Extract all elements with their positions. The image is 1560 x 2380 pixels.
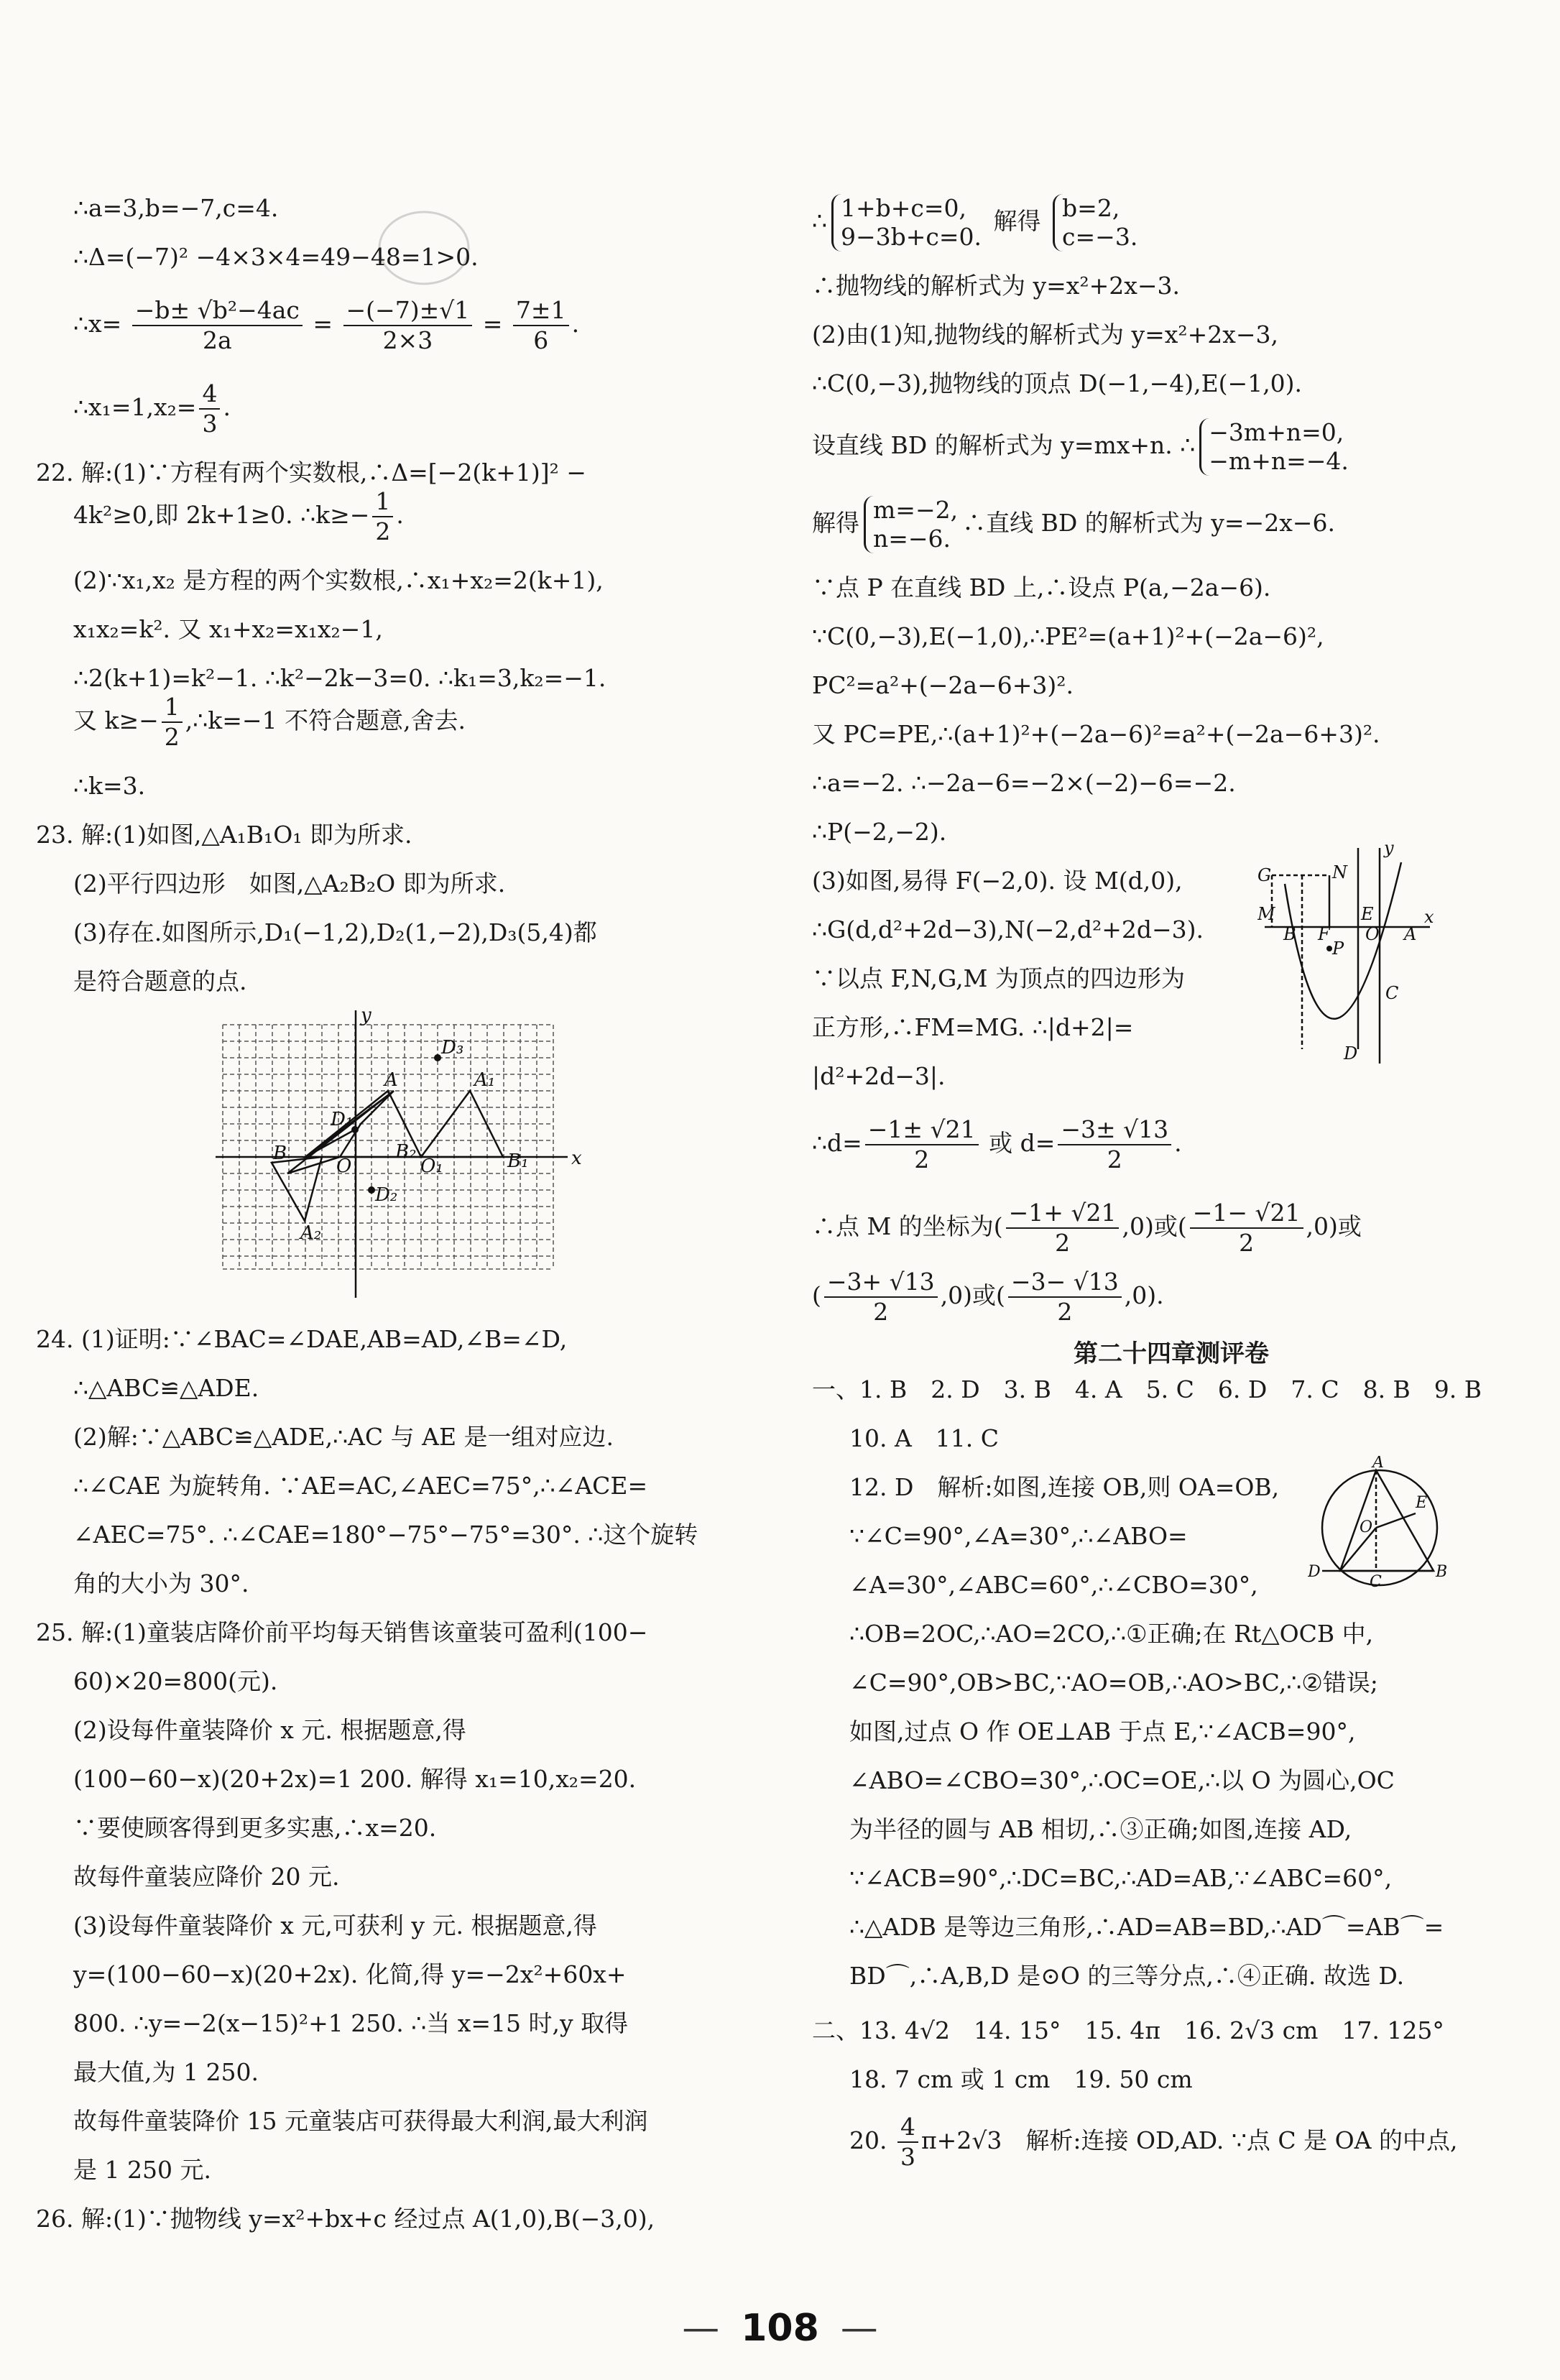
line: 22. 解:(1)∵方程有两个实数根,∴Δ=[−2(k+1)]² −: [36, 458, 586, 486]
line: (2)∵x₁,x₂ 是方程的两个实数根,∴x₁+x₂=2(k+1),: [73, 566, 604, 594]
line: ∴a=−2. ∴−2a−6=−2×(−2)−6=−2.: [812, 769, 1236, 797]
line: 二、13. 4√2 14. 15° 15. 4π 16. 2√3 cm 17. 125°: [812, 2016, 1444, 2044]
line: ∠AEC=75°. ∴∠CAE=180°−75°−75°=30°. ∴这个旋转: [73, 1521, 698, 1549]
line: ∴x₁=1,x₂= $\frac{4}{3}$ .: [73, 379, 231, 438]
svg-text:y: y: [361, 1010, 371, 1026]
line: ∵点 P 在直线 BD 上,∴设点 P(a,−2a−6).: [812, 573, 1271, 601]
svg-text:O: O: [336, 1156, 352, 1177]
line: 10. A 11. C: [849, 1424, 1000, 1452]
line: (2)由(1)知,抛物线的解析式为 y=x²+2x−3,: [812, 320, 1278, 349]
line: 正方形,∴FM=MG. ∴|d+2|=: [812, 1013, 1134, 1041]
parabola-figure: [1257, 841, 1437, 1071]
line: ∴C(0,−3),抛物线的顶点 D(−1,−4),E(−1,0).: [812, 369, 1303, 397]
left-column: [36, 194, 754, 2233]
numerator: −(−7)±√1: [343, 296, 473, 326]
line: ∴∠CAE 为旋转角. ∵AE=AC,∠AEC=75°,∴∠ACE=: [73, 1472, 648, 1500]
line: 18. 7 cm 或 1 cm 19. 50 cm: [849, 2065, 1193, 2093]
svg-text:E: E: [1361, 904, 1374, 924]
svg-text:D: D: [1308, 1563, 1321, 1581]
line: 24. (1)证明:∵∠BAC=∠DAE,AB=AD,∠B=∠D,: [36, 1325, 568, 1353]
svg-text:y: y: [1384, 841, 1394, 858]
line: ∴OB=2OC,∴AO=2CO,∴①正确;在 Rt△OCB 中,: [849, 1620, 1374, 1648]
svg-text:O: O: [1360, 1518, 1373, 1536]
svg-text:N: N: [1332, 862, 1347, 882]
line: ∴△ABC≌△ADE.: [73, 1374, 259, 1402]
line: ∴点 M 的坐标为( $\frac{-1+ √21}{2}$ ,0)或( $\frac{-1- √21}{2}$ ,0)或: [812, 1199, 1362, 1257]
numerator: 7±1: [513, 296, 569, 326]
line: ∵C(0,−3),E(−1,0),∴PE²=(a+1)²+(−2a−6)²,: [812, 622, 1324, 650]
line: 解得 m=−2, n=−6. ∴直线 BD 的解析式为 y=−2x−6.: [812, 496, 1335, 553]
line: (3)如图,易得 F(−2,0). 设 M(d,0),: [812, 867, 1183, 895]
line: 故每件童装降价 15 元童装店可获得最大利润,最大利润: [73, 2107, 648, 2135]
line: ∠A=30°,∠ABC=60°,∴∠CBO=30°,: [849, 1571, 1258, 1599]
line: 如图,过点 O 作 OE⊥AB 于点 E,∵∠ACB=90°,: [849, 1717, 1356, 1745]
svg-text:A₂: A₂: [300, 1222, 322, 1244]
line: 是 1 250 元.: [73, 2156, 211, 2184]
line: 是符合题意的点.: [73, 967, 247, 995]
svg-text:D₂: D₂: [375, 1184, 398, 1206]
svg-text:x: x: [571, 1148, 582, 1169]
line: ∴抛物线的解析式为 y=x²+2x−3.: [812, 272, 1181, 300]
line: ∵以点 F,N,G,M 为顶点的四边形为: [812, 964, 1185, 992]
line: ∴ 1+b+c=0, 9−3b+c=0. 解得 b=2, c=−3.: [812, 194, 1138, 251]
line: ∠ABO=∠CBO=30°,∴OC=OE,∴以 O 为圆心,OC: [849, 1766, 1395, 1794]
line: 为半径的圆与 AB 相切,∴③正确;如图,连接 AD,: [849, 1815, 1352, 1843]
line: ( $\frac{-3+ √13}{2}$ ,0)或( $\frac{-3- √13}{2}$ ,0).: [812, 1268, 1164, 1326]
line: (100−60−x)(20+2x)=1 200. 解得 x₁=10,x₂=20.: [73, 1765, 637, 1793]
line: x₁x₂=k². 又 x₁+x₂=x₁x₂−1,: [73, 615, 383, 643]
line: 60)×20=800(元).: [73, 1667, 278, 1695]
line: 25. 解:(1)童装店降价前平均每天销售该童装可盈利(100−: [36, 1618, 648, 1646]
denominator: 6: [533, 326, 549, 354]
svg-text:P: P: [1332, 938, 1344, 959]
svg-text:A: A: [1372, 1456, 1384, 1472]
line: 12. D 解析:如图,连接 OB,则 OA=OB,: [849, 1473, 1280, 1501]
svg-text:A: A: [384, 1069, 398, 1091]
svg-text:B: B: [273, 1143, 287, 1164]
line: |d²+2d−3|.: [812, 1062, 946, 1090]
svg-text:B₁: B₁: [507, 1150, 529, 1172]
line: (2)解:∵△ABC≌△ADE,∴AC 与 AE 是一组对应边.: [73, 1423, 614, 1451]
svg-text:B: B: [1283, 924, 1296, 944]
line: 最大值,为 1 250.: [73, 2058, 259, 2086]
svg-text:A: A: [1404, 924, 1417, 944]
section-title: 第二十四章测评卷: [1074, 1339, 1269, 1368]
svg-text:A₁: A₁: [474, 1069, 496, 1091]
line: (2)设每件童装降价 x 元. 根据题意,得: [73, 1716, 466, 1744]
line: ∴d= $\frac{-1\pm √21}{2}$ 或 d= $\frac{-3\pm √13}{2}$ .: [812, 1115, 1182, 1173]
svg-text:D₃: D₃: [441, 1037, 464, 1058]
line: ∴P(−2,−2).: [812, 818, 947, 846]
svg-text:D₁: D₁: [331, 1109, 354, 1130]
svg-text:B₂: B₂: [395, 1141, 417, 1163]
line: 20. $\frac{4}{3}$ π+2√3 解析:连接 OD,AD. ∵点 C 是 OA 的中点,: [849, 2113, 1458, 2171]
line: 设直线 BD 的解析式为 y=mx+n. ∴ −3m+n=0, −m+n=−4.: [812, 418, 1349, 475]
line: (2)平行四边形 如图,△A₂B₂O 即为所求.: [73, 870, 506, 898]
line: ∴G(d,d²+2d−3),N(−2,d²+2d−3).: [812, 915, 1204, 944]
line: 又 k≥− $\frac{1}{2}$ ,∴k=−1 不符合题意,舍去.: [73, 693, 466, 751]
line: y=(100−60−x)(20+2x). 化简,得 y=−2x²+60x+: [73, 1960, 627, 1988]
page-number: — 108 —: [682, 2307, 878, 2350]
svg-text:C: C: [1385, 983, 1399, 1003]
grid-figure: [36, 1010, 754, 1305]
svg-text:F: F: [1318, 924, 1330, 944]
line: ∴a=3,b=−7,c=4.: [73, 194, 279, 222]
svg-text:D: D: [1344, 1043, 1358, 1064]
svg-text:C: C: [1370, 1573, 1382, 1591]
line: 26. 解:(1)∵抛物线 y=x²+bx+c 经过点 A(1,0),B(−3,0),: [36, 2205, 655, 2233]
line: 一、1. B 2. D 3. B 4. A 5. C 6. D 7. C 8. B 9. B: [812, 1375, 1482, 1403]
denominator: 2×3: [382, 326, 433, 354]
svg-text:G: G: [1257, 865, 1272, 885]
line: ∠C=90°,OB>BC,∵AO=OB,∴AO>BC,∴②错误;: [849, 1669, 1378, 1697]
line: ∴2(k+1)=k²−1. ∴k²−2k−3=0. ∴k₁=3,k₂=−1.: [73, 664, 606, 692]
line: ∴△ADB 是等边三角形,∴AD=AB=BD,∴AD⌒=AB⌒=: [849, 1913, 1444, 1941]
line: 故每件童装应降价 20 元.: [73, 1863, 340, 1891]
line: ∴k=3.: [73, 772, 146, 800]
line: ∵∠ACB=90°,∴DC=BC,∴AD=AB,∵∠ABC=60°,: [849, 1864, 1393, 1892]
right-column: [812, 194, 1531, 2172]
line: (3)设每件童装降价 x 元,可获利 y 元. 根据题意,得: [73, 1911, 597, 1939]
line: (3)存在.如图所示,D₁(−1,2),D₂(1,−2),D₃(5,4)都: [73, 918, 597, 946]
line: 角的大小为 30°.: [73, 1569, 249, 1597]
svg-text:M: M: [1257, 904, 1275, 924]
line: 又 PC=PE,∴(a+1)²+(−2a−6)²=a²+(−2a−6+3)².: [812, 720, 1380, 748]
denominator: 2a: [202, 326, 232, 354]
line: PC²=a²+(−2a−6+3)².: [812, 671, 1074, 699]
line: ∵∠C=90°,∠A=30°,∴∠ABO=: [849, 1522, 1188, 1550]
line: ∴x= $\frac{\text{−b± √b²−4ac}}{2a}$ = $\frac{-(-7)\pm√1}{2\times 3}$ = $\frac{7\pm 1}{6}$ .: [73, 296, 580, 354]
line: 800. ∴y=−2(x−15)²+1 250. ∴当 x=15 时,y 取得: [73, 2009, 629, 2037]
circle-figure: [1308, 1456, 1451, 1600]
svg-text:x: x: [1424, 907, 1434, 927]
numerator: −b± √b²−4ac: [132, 296, 303, 326]
line: ∴Δ=(−7)² −4×3×4=49−48=1>0.: [73, 243, 479, 271]
svg-text:B: B: [1436, 1563, 1448, 1581]
line: BD⌒,∴A,B,D 是⊙O 的三等分点,∴④正确. 故选 D.: [849, 1962, 1405, 1990]
line: 4k²≥0,即 2k+1≥0. ∴k≥− $\frac{1}{2}$ .: [73, 487, 404, 545]
line: 23. 解:(1)如图,△A₁B₁O₁ 即为所求.: [36, 821, 412, 849]
svg-text:E: E: [1416, 1494, 1428, 1512]
line: ∵要使顾客得到更多实惠,∴x=20.: [73, 1814, 437, 1842]
svg-text:O: O: [1365, 924, 1380, 944]
svg-text:O₁: O₁: [420, 1156, 443, 1177]
